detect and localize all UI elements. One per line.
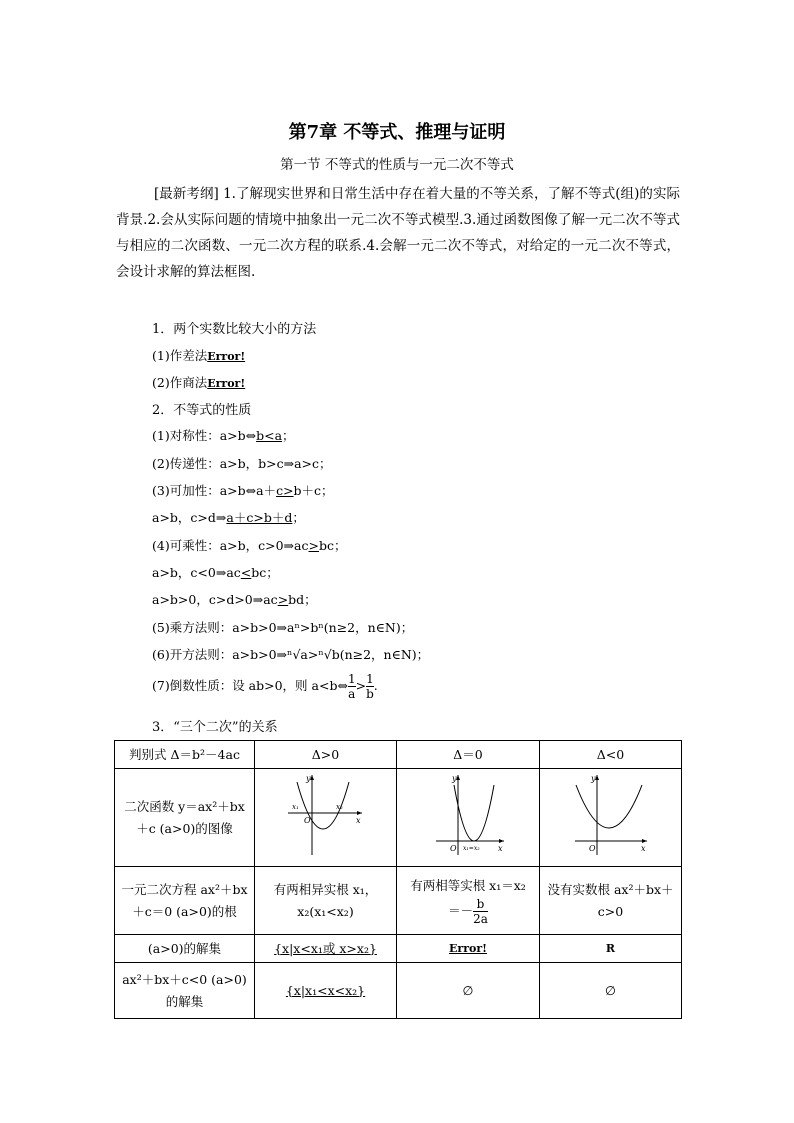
table-row: [115, 741, 682, 769]
chapter-title: 第7章 不等式、推理与证明: [288, 122, 506, 143]
property-multiplicativity: (4)可乘性：a>b，c>0⇒ac>bc；: [152, 538, 347, 553]
solution-gt-double-root: Error!: [397, 935, 540, 963]
syllabus-paragraph: [最新考纲] 1.了解现实世界和日常生活中存在着大量的不等关系，了解不等式(组)的实际背景.2.会从实际问题的情境中抽象出一元二次不等式模型.3.通过函数图像了解一元二次不等式与相应的二次函数、一元二次方程的联系.4.会解一元二次不等式，对给定的一元二次不等式，会设计求解的算法框图.: [116, 186, 680, 280]
quotient-method: (2)作商法Error!: [152, 375, 246, 390]
table-row: [115, 963, 682, 1019]
section-3-heading: 3．“三个二次”的关系: [152, 720, 278, 735]
fraction-1-over-a: $\frac{1}{a}$: [347, 672, 356, 701]
property-additivity: (3)可加性：a>b⇔a＋c>b＋c；: [152, 483, 334, 498]
property-transitivity: (2)传递性：a>b，b>c⇒a>c；: [152, 456, 332, 471]
axis-x-label: x: [640, 844, 646, 853]
origin-label: O: [450, 844, 457, 853]
table-row: [115, 867, 682, 935]
axis-y-label: y: [590, 774, 596, 783]
property-multiplicativity-3: a>b>0，c>d>0⇒ac>bd；: [152, 592, 317, 607]
root-x1-label: x₁: [291, 803, 299, 811]
property-multiplicativity-2: a>b，c<0⇒ac<bc；: [152, 565, 279, 580]
fraction-b-over-2a: $\frac{b}{2a}$: [473, 897, 488, 926]
section-title: 第一节 不等式的性质与一元二次不等式: [280, 157, 514, 173]
solution-gt-two-roots: {x|x<x₁或 x>x₂}: [255, 935, 397, 963]
table-row: [115, 769, 682, 867]
origin-label: O: [303, 816, 311, 825]
delta-positive-header: Δ>0: [255, 741, 397, 769]
graph-no-root: [540, 769, 682, 867]
solution-set-gt-label: (a>0)的解集: [115, 935, 255, 963]
three-quadratics-table: [114, 740, 682, 1019]
origin-label: O: [588, 844, 596, 853]
property-symmetry: (1)对称性：a>b⇔b<a；: [152, 428, 295, 443]
roots-none: 没有实数根 ax²＋bx＋c>0: [540, 867, 682, 935]
table-row: [115, 935, 682, 963]
solution-lt-two-roots: {x|x₁<x<x₂}: [255, 963, 397, 1019]
axis-y-label: y: [305, 774, 311, 783]
equation-roots-label: 一元二次方程 ax²＋bx＋c＝0 (a>0)的根: [115, 867, 255, 935]
solution-gt-no-root: R: [540, 935, 682, 963]
discriminant-header: 判别式 Δ＝b²－4ac: [115, 741, 255, 769]
fraction-1-over-b: $\frac{1}{b}$: [366, 672, 374, 701]
property-power: (5)乘方法则：a>b>0⇒aⁿ>bⁿ(n≥2，n∈N)；: [152, 620, 414, 635]
axis-x-label: x: [498, 844, 503, 853]
property-root: (6)开方法则：a>b>0⇒ⁿ√a>ⁿ√b(n≥2，n∈N)；: [152, 647, 430, 662]
delta-negative-header: Δ<0: [540, 741, 682, 769]
graph-double-root: [397, 769, 540, 867]
roots-double: 有两相等实根 x₁＝x₂ ＝－ $\frac{b}{2a}$: [397, 867, 540, 935]
section-1-heading: 1．两个实数比较大小的方法: [152, 322, 317, 337]
function-graph-label: 二次函数 y＝ax²＋bx＋c (a>0)的图像: [115, 769, 255, 867]
delta-zero-header: Δ＝0: [397, 741, 540, 769]
graph-two-roots: [255, 769, 397, 867]
property-additivity-2: a>b，c>d⇒a＋c>b＋d；: [152, 510, 305, 525]
solution-lt-no-root: ∅: [540, 963, 682, 1019]
roots-two-distinct: 有两相异实根 x₁，x₂(x₁<x₂): [255, 867, 397, 935]
solution-lt-double-root: ∅: [397, 963, 540, 1019]
solution-set-lt-label: ax²＋bx＋c<0 (a>0)的解集: [115, 963, 255, 1019]
section-2-heading: 2．不等式的性质: [152, 403, 252, 418]
axis-x-label: x: [355, 816, 361, 825]
property-reciprocal: (7)倒数性质：设 ab>0，则 a<b⇔ $\frac{1}{a}$ > $\frac{1}{b}$ .: [152, 672, 378, 701]
axis-y-label: y: [452, 774, 457, 783]
double-root-label: x₁=x₂: [463, 845, 480, 852]
difference-method: (1)作差法Error!: [152, 348, 246, 363]
root-x2-label: x₂: [335, 803, 343, 811]
